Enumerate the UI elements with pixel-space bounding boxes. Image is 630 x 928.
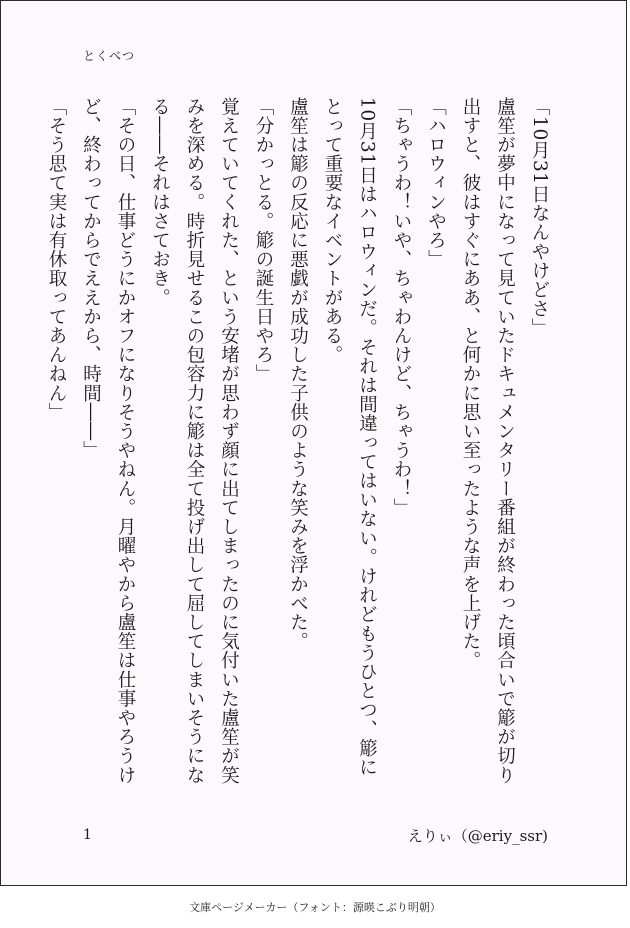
text-line: る――それはさておき。 <box>149 97 171 308</box>
text-line: 盧笙が夢中になって見ていたドキュメンタリー番組が終わった頃合いで簓が切り <box>494 97 516 785</box>
text-line: 「そう思て実は有休取ってあんねん」 <box>46 97 67 422</box>
text-line: 「ちゃうわ！いや、ちゃわんけど、ちゃうわ！」 <box>391 97 412 518</box>
text-line: 「10月31日なんやけどさ」 <box>529 97 550 338</box>
text-line: 盧笙は簓の反応に悪戯が成功した子供のような笑みを浮かべた。 <box>287 97 309 651</box>
page-number: 1 <box>83 827 92 843</box>
text-line: 「その日、仕事どうにかオフになりそうやねん。月曜やから盧笙は仕事やろうけ <box>115 97 136 785</box>
text-line: 「分かっとる。簓の誕生日やろ」 <box>253 97 274 384</box>
running-title: とくべつ <box>83 49 136 63</box>
text-line: とって重要なイベントがある。 <box>322 97 343 365</box>
body-text <box>39 97 557 825</box>
text-line: 「ハロウィンやろ」 <box>425 97 447 269</box>
text-line: 出すと、彼はすぐにああ、と何かに思い至ったような声を上げた。 <box>460 97 481 670</box>
text-line: ど、終わってからでええから、時間――」 <box>80 97 102 460</box>
text-line: 10月31日はハロウィンだ。それは間違ってはいない。けれどもうひとつ、簓に <box>356 97 378 777</box>
text-line: 覚えていてくれた、という安堵が思わず顔に出てしまったのに気付いた盧笙が笑 <box>218 97 240 785</box>
generator-caption: 文庫ページメーカー（フォント：源暎こぶり明朝） <box>189 901 441 914</box>
author-credit: えりぃ（@eriy_ssr) <box>407 827 548 845</box>
text-line: みを深める。時折見せるこの包容力に簓は全て投げ出して屈してしまいそうにな <box>184 97 205 785</box>
